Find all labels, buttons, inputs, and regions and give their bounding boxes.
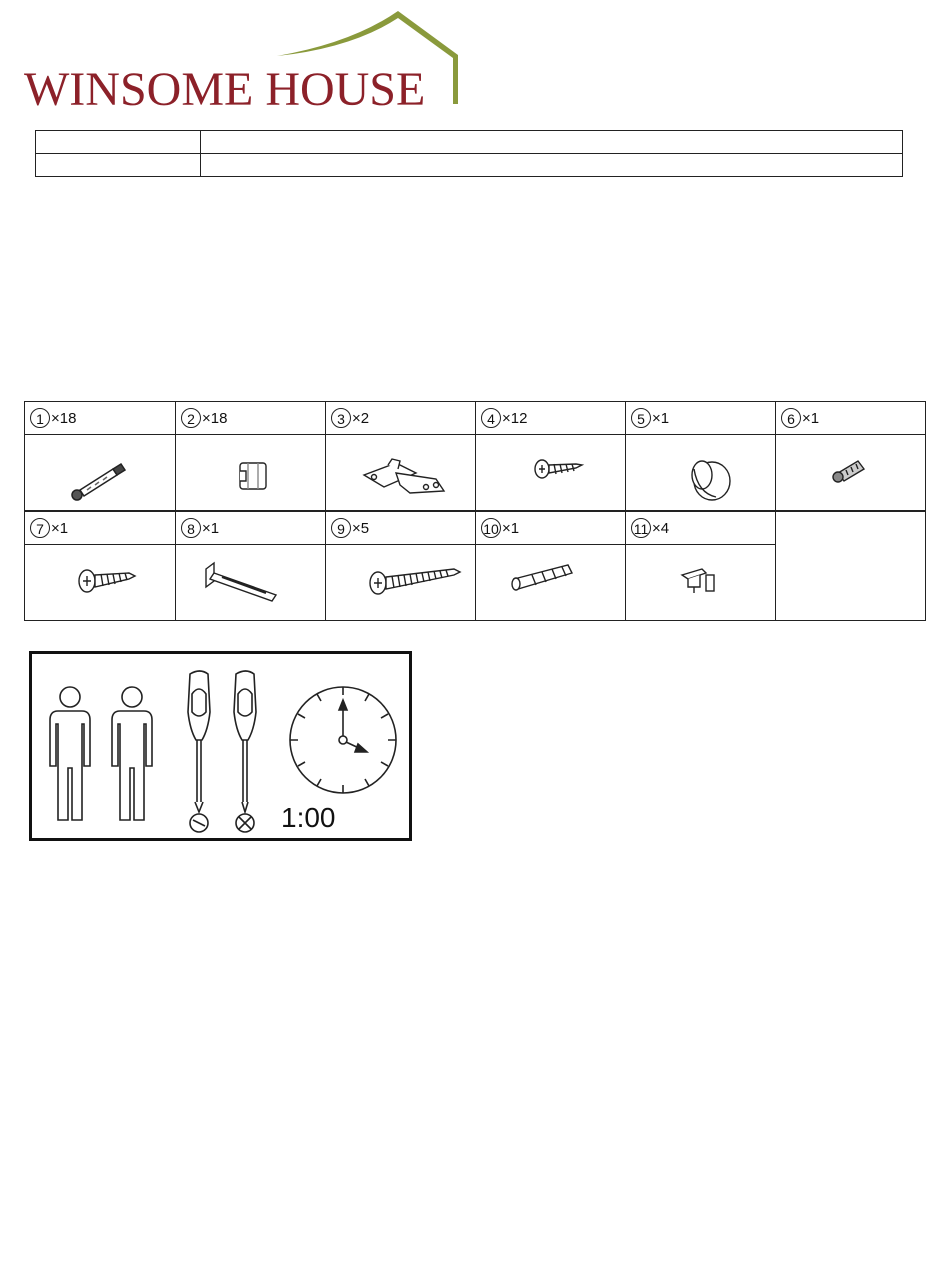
table-cell (36, 154, 201, 177)
person-icon (112, 687, 152, 820)
part-header (175, 511, 325, 545)
brand-name: WINSOME HOUSE (24, 63, 426, 116)
part-header (475, 401, 625, 435)
part-quantity: ×18 (51, 409, 77, 427)
part-image (475, 435, 625, 511)
grid-border (925, 401, 926, 621)
part-image (475, 545, 625, 621)
part-2 (175, 401, 325, 511)
part-number: 10 (481, 518, 501, 538)
part-number: 8 (181, 518, 201, 538)
part-number: 3 (331, 408, 351, 428)
part-image (175, 435, 325, 511)
part-quantity: ×1 (51, 519, 69, 537)
part-header (24, 401, 175, 435)
part-quantity: ×1 (202, 519, 220, 537)
empty-cell (775, 511, 926, 621)
part-image (175, 545, 325, 621)
part-number: 5 (631, 408, 651, 428)
long-screw-icon (326, 545, 476, 621)
part-5 (625, 401, 775, 511)
shelf-pin-icon (626, 545, 776, 621)
table-cell (36, 131, 201, 154)
part-11 (625, 511, 775, 621)
table-row (36, 131, 903, 154)
part-image (625, 545, 775, 621)
part-number: 11 (631, 518, 651, 538)
tools-illustration (32, 654, 409, 838)
tools-required-box (29, 651, 412, 841)
clock-icon (290, 687, 396, 793)
part-image (24, 545, 175, 621)
table-row (36, 154, 903, 177)
part-header (325, 511, 475, 545)
part-header (475, 511, 625, 545)
part-image (24, 435, 175, 511)
wall-plug-icon (476, 545, 626, 621)
parts-list (24, 401, 926, 621)
part-number: 4 (481, 408, 501, 428)
info-table (35, 130, 903, 177)
part-quantity: ×2 (352, 409, 370, 427)
table-cell (201, 131, 903, 154)
wide-screw-icon (25, 545, 175, 621)
cam-bolt-icon (25, 435, 175, 511)
part-4 (475, 401, 625, 511)
part-header (625, 511, 775, 545)
part-6 (775, 401, 926, 511)
hinge-icon (326, 435, 476, 511)
part-header (175, 401, 325, 435)
part-8 (175, 511, 325, 621)
wall-bracket-icon (176, 545, 326, 621)
part-number: 7 (30, 518, 50, 538)
part-header (625, 401, 775, 435)
part-number: 9 (331, 518, 351, 538)
part-quantity: ×1 (652, 409, 670, 427)
part-number: 6 (781, 408, 801, 428)
part-10 (475, 511, 625, 621)
bolt-icon (776, 435, 926, 511)
part-number: 2 (181, 408, 201, 428)
part-quantity: ×18 (202, 409, 228, 427)
part-9 (325, 511, 475, 621)
part-header (775, 401, 926, 435)
part-image (775, 435, 926, 511)
assembly-time: 1:00 (281, 802, 336, 833)
cam-lock-icon (176, 435, 326, 511)
part-quantity: ×1 (802, 409, 820, 427)
part-image (325, 435, 475, 511)
part-quantity: ×5 (352, 519, 370, 537)
part-3 (325, 401, 475, 511)
part-quantity: ×12 (502, 409, 528, 427)
person-icon (50, 687, 90, 820)
part-number: 1 (30, 408, 50, 428)
table-cell (201, 154, 903, 177)
part-header (24, 511, 175, 545)
part-image (625, 435, 775, 511)
part-7 (24, 511, 175, 621)
part-quantity: ×4 (652, 519, 670, 537)
part-header (325, 401, 475, 435)
part-quantity: ×1 (502, 519, 520, 537)
flathead-screwdriver-icon (188, 671, 210, 832)
part-image (325, 545, 475, 621)
part-1 (24, 401, 175, 511)
phillips-screwdriver-icon (234, 671, 256, 832)
knob-icon (626, 435, 776, 511)
brand-logo (22, 8, 462, 116)
short-screw-icon (476, 435, 626, 511)
